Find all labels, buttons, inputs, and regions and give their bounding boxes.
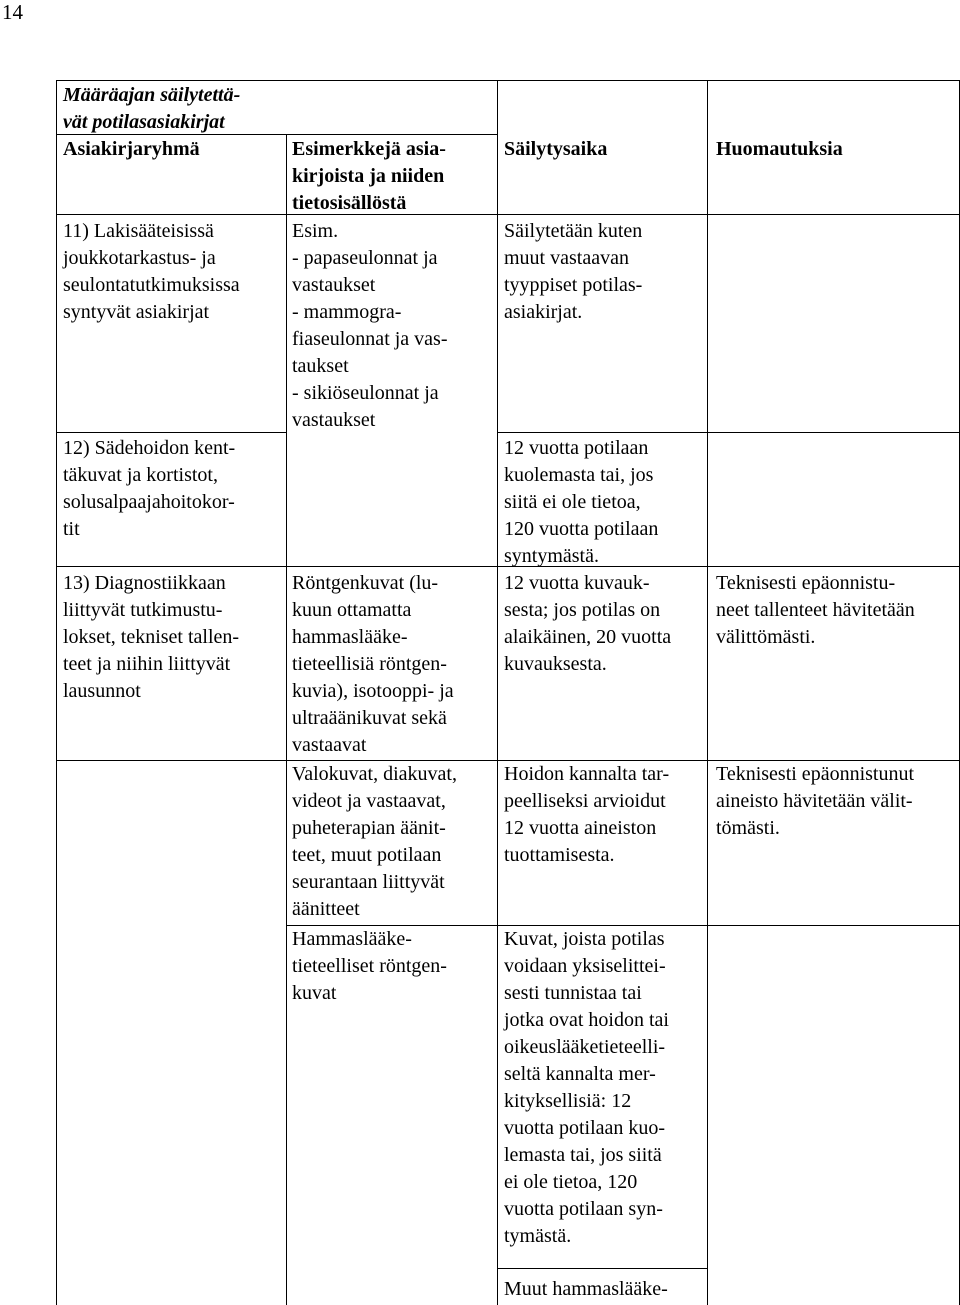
retention-13-dental-other: Muut hammaslääke- [504, 1278, 668, 1300]
retention-table [56, 80, 960, 1305]
example-11: Esim. - papaseulonnat ja vastaukset - mammogra- fiaseulonnat ja vas- taukset - sikiöseulonnat ja vastaukset [292, 220, 448, 431]
example-13-xray: Röntgenkuvat (lu- kuun ottamatta hammaslääke- tieteellisiä röntgen- kuvia), isotooppi- ja ultraäänikuvat sekä vastaavat [292, 572, 454, 756]
row-divider-11b [497, 432, 959, 433]
column-divider-1 [286, 134, 287, 1305]
table-border-top [56, 80, 960, 81]
group-13: 13) Diagnostiikkaan liittyvät tutkimustu- lokset, tekniset tallen- teet ja niihin liittyvät lausunnot [63, 572, 240, 702]
note-13-photos: Teknisesti epäonnistunut aineisto hävitetään välit- tömästi. [716, 763, 915, 839]
note-13-xray: Teknisesti epäonnistu- neet tallenteet hävitetään välittömästi. [716, 572, 915, 648]
column-divider-2 [497, 80, 498, 1305]
row-divider-11 [56, 432, 286, 433]
group-12: 12) Sädehoidon kent- täkuvat ja kortistot, solusalpaajahoitokor- tit [63, 437, 236, 540]
retention-12: 12 vuotta potilaan kuolemasta tai, jos siitä ei ole tietoa, 120 vuotta potilaan syntymästä. [504, 437, 659, 567]
example-13-photos: Valokuvat, diakuvat, videot ja vastaavat, puheterapian äänit- teet, muut potilaan seurantaan liittyvät äänitteet [292, 763, 457, 920]
example-13-dental: Hammaslääke- tieteelliset röntgen- kuvat [292, 928, 447, 1004]
column-divider-3 [707, 80, 708, 1305]
retention-13-xray: 12 vuotta kuvauk- sesta; jos potilas on alaikäinen, 20 vuotta kuvauksesta. [504, 572, 672, 675]
page-number: 14 [2, 0, 23, 24]
retention-13-dental: Kuvat, joista potilas voidaan yksiselittei- sesti tunnistaa tai jotka ovat hoidon tai oikeuslääketieteelli- seltä kannalta mer- kityksellisiä: 12 vuotta potilaan kuo- lemasta tai, jos siitä ei ole tietoa, 120 vuotta potilaan syn- tymästä. [504, 928, 669, 1247]
row-divider-dental [497, 1268, 707, 1269]
header-examples: Esimerkkejä asia- kirjoista ja niiden tietosisällöstä [292, 138, 446, 214]
group-11: 11) Lakisääteisissä joukkotarkastus- ja seulontatutkimuksissa syntyvät asiakirjat [63, 220, 240, 323]
table-title: Määräajan säilytettä- vät potilasasiakirjat [63, 84, 241, 133]
header-remarks: Huomautuksia [716, 138, 843, 160]
row-divider-header [56, 214, 960, 215]
retention-11: Säilytetään kuten muut vastaavan tyyppiset potilas- asiakirjat. [504, 220, 643, 323]
retention-13-photos: Hoidon kannalta tar- peelliseksi arvioidut 12 vuotta aineiston tuottamisesta. [504, 763, 670, 866]
header-retention-period: Säilytysaika [504, 138, 608, 160]
table-border-left [56, 80, 57, 1305]
header-document-group: Asiakirjaryhmä [63, 138, 200, 160]
